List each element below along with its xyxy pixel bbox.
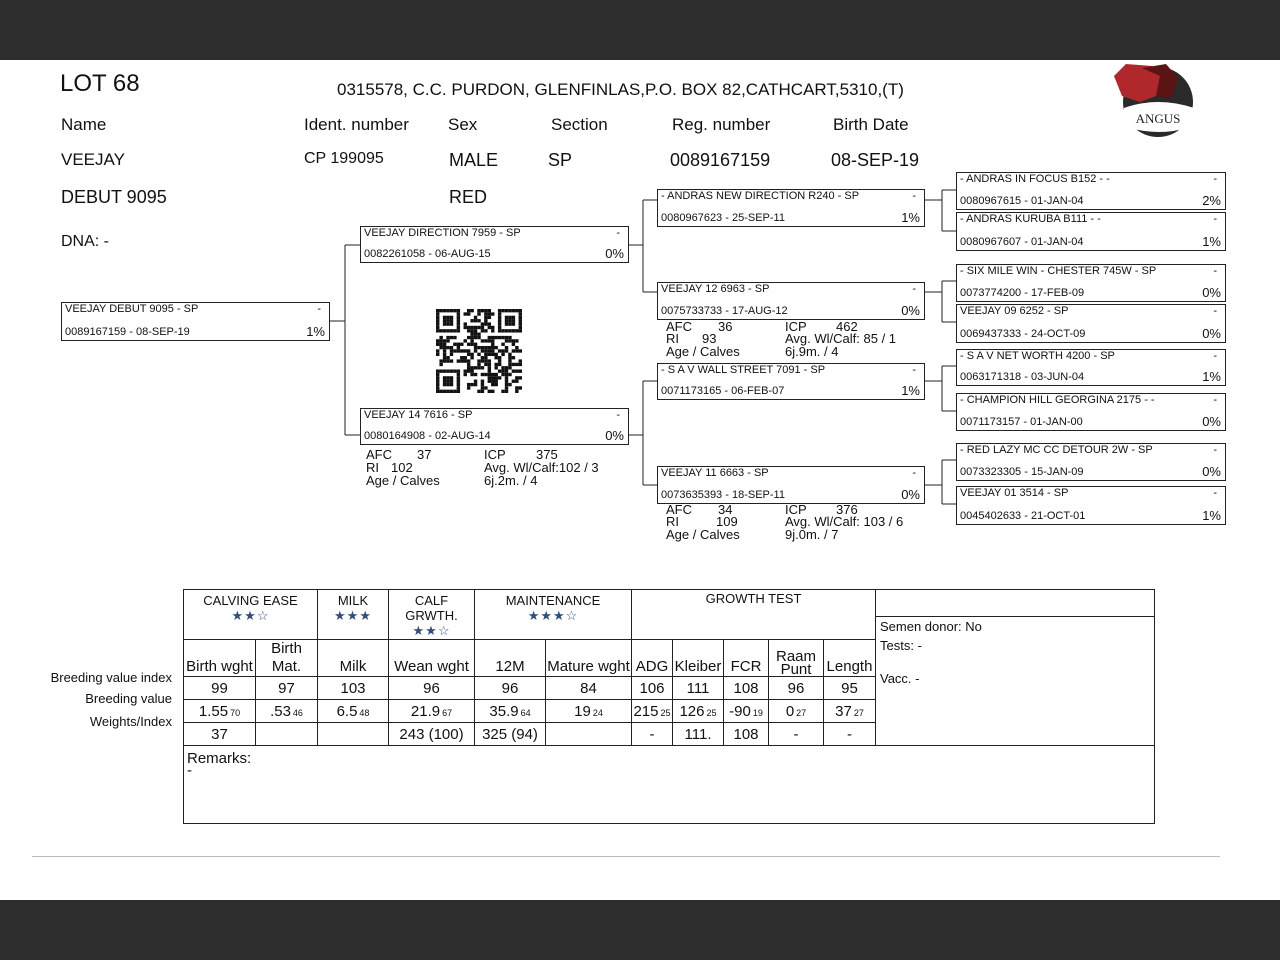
dam-icp: 375 bbox=[536, 447, 558, 462]
dd-icp: 376 bbox=[836, 502, 858, 517]
lot-number: LOT 68 bbox=[60, 70, 140, 97]
index-cell: 96 bbox=[769, 677, 824, 700]
dd-name: VEEJAY 11 6663 - SP bbox=[661, 467, 769, 479]
gg4-dash: - bbox=[1213, 305, 1217, 317]
dam-age: 6j.2m. / 4 bbox=[484, 473, 538, 488]
gg7-pct: 0% bbox=[1202, 464, 1221, 479]
dam-avg: Avg. Wl/Calf:102 / 3 bbox=[484, 460, 599, 475]
weight-cell: 111. bbox=[673, 723, 724, 746]
bv-value: 1.55 bbox=[198, 702, 229, 720]
animal-ident: CP 199095 bbox=[304, 150, 384, 167]
group-maintenance bbox=[475, 590, 632, 640]
weight-cell: 108 bbox=[724, 723, 769, 746]
pedigree-sire bbox=[360, 226, 629, 263]
bv-accuracy: 25 bbox=[706, 707, 717, 718]
bv-accuracy: 64 bbox=[520, 707, 531, 718]
bv-accuracy: 19 bbox=[752, 707, 763, 718]
pedigree-gg-4 bbox=[956, 304, 1226, 343]
sd-stats bbox=[666, 320, 924, 360]
animal-birth: 08-SEP-19 bbox=[831, 150, 920, 170]
gg5-reg: 0063171318 - 03-JUN-04 bbox=[960, 371, 1085, 383]
ds-reg: 0071173165 - 06-FEB-07 bbox=[661, 385, 785, 397]
bv-value: 6.5 bbox=[336, 702, 358, 720]
col-header: Length bbox=[824, 640, 876, 677]
bv-value: 35.9 bbox=[489, 702, 519, 720]
dd-afc-label: AFC bbox=[666, 502, 692, 517]
row-label-weights: Weights/Index bbox=[89, 714, 172, 729]
dd-ri: 109 bbox=[716, 514, 738, 529]
dam-stats bbox=[366, 448, 626, 490]
gg7-name: - RED LAZY MC CC DETOUR 2W - SP bbox=[960, 444, 1153, 456]
gg3-pct: 0% bbox=[1202, 285, 1221, 300]
qr-code bbox=[436, 309, 522, 393]
animal-reg: 0089167159 bbox=[670, 150, 771, 170]
bv-cell bbox=[632, 700, 673, 723]
gg4-reg: 0069437333 - 24-OCT-09 bbox=[960, 328, 1086, 340]
gg5-name: - S A V NET WORTH 4200 - SP bbox=[960, 350, 1115, 362]
index-cell: 103 bbox=[318, 677, 389, 700]
remarks bbox=[184, 746, 1155, 824]
gg1-pct: 2% bbox=[1202, 193, 1221, 208]
dd-pct: 0% bbox=[901, 487, 920, 502]
index-cell: 108 bbox=[724, 677, 769, 700]
pedigree-dam bbox=[360, 408, 629, 445]
col-header: Birth Mat. bbox=[256, 640, 318, 677]
breeding-value-table bbox=[183, 589, 1155, 824]
gg8-pct: 1% bbox=[1202, 508, 1221, 523]
gg4-pct: 0% bbox=[1202, 326, 1221, 341]
footer-divider bbox=[32, 856, 1220, 857]
milk-stars: ★★★ bbox=[334, 608, 372, 623]
bv-value: -90 bbox=[729, 702, 751, 720]
bv-value: 37 bbox=[835, 702, 852, 720]
sd-avg: Avg. Wl/Calf: 85 / 1 bbox=[785, 331, 897, 346]
pedigree-sire-dam bbox=[657, 282, 925, 320]
sd-pct: 0% bbox=[901, 303, 920, 318]
col-header: Raam Punt bbox=[769, 640, 824, 677]
dam-age-label: Age / Calves bbox=[366, 473, 440, 488]
subject-name: VEEJAY DEBUT 9095 - SP bbox=[65, 303, 199, 315]
weight-cell: - bbox=[824, 723, 876, 746]
dd-avg: Avg. Wl/Calf: 103 / 6 bbox=[785, 514, 904, 529]
gg6-name: - CHAMPION HILL GEORGINA 2175 - - bbox=[960, 394, 1155, 406]
bv-cell bbox=[256, 700, 318, 723]
weight-cell: - bbox=[632, 723, 673, 746]
weight-cell bbox=[546, 723, 632, 746]
dam-pct: 0% bbox=[605, 428, 624, 443]
col-header: ADG bbox=[632, 640, 673, 677]
maintenance-title: MAINTENANCE bbox=[505, 593, 601, 608]
pedigree-sire-sire bbox=[657, 189, 925, 227]
pedigree-gg-1 bbox=[956, 172, 1226, 210]
pedigree-gg-5 bbox=[956, 349, 1226, 386]
sire-reg: 0082261058 - 06-AUG-15 bbox=[364, 248, 491, 260]
sd-age: 6j.9m. / 4 bbox=[785, 344, 839, 359]
weight-cell bbox=[318, 723, 389, 746]
group-calf-growth bbox=[389, 590, 475, 640]
row-label-bv: Breeding value bbox=[85, 691, 172, 706]
dd-age: 9j.0m. / 7 bbox=[785, 527, 839, 542]
semen-donor: Semen donor: No bbox=[880, 619, 982, 634]
vacc: Vacc. - bbox=[880, 671, 920, 686]
ss-reg: 0080967623 - 25-SEP-11 bbox=[661, 212, 785, 224]
dd-age-label: Age / Calves bbox=[666, 527, 740, 542]
sd-ri: 93 bbox=[702, 331, 717, 346]
sd-name: VEEJAY 12 6963 - SP bbox=[661, 283, 770, 295]
weight-cell: 37 bbox=[184, 723, 256, 746]
pedigree-gg-2 bbox=[956, 212, 1226, 251]
animal-sex: MALE bbox=[449, 150, 499, 170]
calving-ease-title: CALVING EASE bbox=[203, 593, 298, 608]
ss-name: - ANDRAS NEW DIRECTION R240 - SP bbox=[661, 190, 860, 202]
gg3-name: - SIX MILE WIN - CHESTER 745W - SP bbox=[960, 265, 1157, 277]
sd-afc-label: AFC bbox=[666, 319, 692, 334]
gg3-dash: - bbox=[1213, 265, 1217, 277]
index-cell: 111 bbox=[673, 677, 724, 700]
calf-growth-stars: ★★☆ bbox=[412, 623, 451, 638]
gg2-name: - ANDRAS KURUBA B111 - - bbox=[960, 213, 1101, 225]
bv-value: 126 bbox=[679, 702, 705, 720]
dd-stats bbox=[666, 503, 924, 543]
bv-accuracy: 25 bbox=[660, 707, 671, 718]
row-label-index: Breeding value index bbox=[50, 670, 172, 685]
calving-ease-stars: ★★☆ bbox=[231, 608, 270, 623]
label-section: Section bbox=[551, 115, 608, 134]
weight-cell: - bbox=[769, 723, 824, 746]
dam-ri: 102 bbox=[391, 460, 413, 475]
animal-name-1: VEEJAY bbox=[61, 150, 125, 169]
bv-value: 21.9 bbox=[410, 702, 441, 720]
subject-pct: 1% bbox=[306, 324, 325, 339]
col-header: Wean wght bbox=[389, 640, 475, 677]
col-header: FCR bbox=[724, 640, 769, 677]
gg2-dash: - bbox=[1213, 213, 1217, 225]
dd-reg: 0073635393 - 18-SEP-11 bbox=[661, 489, 785, 501]
bv-value: 215 bbox=[633, 702, 659, 720]
sd-icp: 462 bbox=[836, 319, 858, 334]
dam-reg: 0080164908 - 02-AUG-14 bbox=[364, 430, 491, 442]
semen-info bbox=[876, 590, 1155, 746]
bv-cell bbox=[769, 700, 824, 723]
bv-accuracy: 24 bbox=[592, 707, 603, 718]
label-reg: Reg. number bbox=[672, 115, 771, 134]
index-cell: 96 bbox=[389, 677, 475, 700]
dam-name: VEEJAY 14 7616 - SP bbox=[364, 409, 473, 421]
ss-dash: - bbox=[912, 190, 916, 202]
bv-cell bbox=[724, 700, 769, 723]
gg1-dash: - bbox=[1213, 173, 1217, 185]
group-growth-test: GROWTH TEST bbox=[632, 590, 876, 640]
breeder-info: 0315578, C.C. PURDON, GLENFINLAS,P.O. BOX 82,CATHCART,5310,(T) bbox=[337, 80, 904, 99]
weight-cell: 243 (100) bbox=[389, 723, 475, 746]
index-cell: 99 bbox=[184, 677, 256, 700]
subject-dash: - bbox=[317, 303, 321, 315]
bv-value: .53 bbox=[270, 702, 291, 720]
dd-ri-label: RI bbox=[666, 514, 679, 529]
remarks-text: - bbox=[187, 762, 192, 779]
bv-accuracy: 48 bbox=[359, 707, 370, 718]
dam-dash: - bbox=[616, 409, 620, 421]
col-header: 12M bbox=[475, 640, 546, 677]
gg6-pct: 0% bbox=[1202, 414, 1221, 429]
gg3-reg: 0073774200 - 17-FEB-09 bbox=[960, 287, 1085, 299]
ds-pct: 1% bbox=[901, 383, 920, 398]
ds-name: - S A V WALL STREET 7091 - SP bbox=[661, 364, 826, 376]
bv-accuracy: 70 bbox=[230, 707, 241, 718]
index-cell: 97 bbox=[256, 677, 318, 700]
group-calving-ease bbox=[184, 590, 318, 640]
dd-dash: - bbox=[912, 467, 916, 479]
gg8-name: VEEJAY 01 3514 - SP bbox=[960, 487, 1069, 499]
gg2-reg: 0080967607 - 01-JAN-04 bbox=[960, 236, 1084, 248]
bv-cell bbox=[318, 700, 389, 723]
sd-icp-label: ICP bbox=[785, 319, 807, 334]
dam-afc-label: AFC bbox=[366, 447, 392, 462]
bv-accuracy: 27 bbox=[796, 707, 807, 718]
subject-reg: 0089167159 - 08-SEP-19 bbox=[65, 326, 190, 338]
pedigree-subject bbox=[61, 302, 330, 341]
calf-growth-title: CALF GRWTH. bbox=[405, 593, 458, 623]
dna-status: DNA: - bbox=[61, 233, 109, 250]
index-cell: 84 bbox=[546, 677, 632, 700]
gg5-pct: 1% bbox=[1202, 369, 1221, 384]
label-name: Name bbox=[61, 115, 107, 134]
bv-cell bbox=[184, 700, 256, 723]
milk-title: MILK bbox=[337, 593, 369, 608]
gg8-dash: - bbox=[1213, 487, 1217, 499]
gg2-pct: 1% bbox=[1202, 234, 1221, 249]
bv-cell bbox=[546, 700, 632, 723]
pedigree-gg-3 bbox=[956, 264, 1226, 302]
logo-text: ANGUS bbox=[1135, 111, 1181, 126]
sire-pct: 0% bbox=[605, 246, 624, 261]
gg7-reg: 0073323305 - 15-JAN-09 bbox=[960, 466, 1084, 478]
index-cell: 95 bbox=[824, 677, 876, 700]
gg1-name: - ANDRAS IN FOCUS B152 - - bbox=[960, 173, 1110, 185]
bv-accuracy: 46 bbox=[292, 707, 303, 718]
col-header: Kleiber bbox=[673, 640, 724, 677]
remarks-label: Remarks: bbox=[187, 750, 252, 767]
tests: Tests: - bbox=[880, 638, 922, 653]
pedigree-dam-dam bbox=[657, 466, 925, 504]
animal-section: SP bbox=[548, 150, 573, 170]
dam-afc: 37 bbox=[417, 447, 432, 462]
ds-dash: - bbox=[912, 364, 916, 376]
index-cell: 106 bbox=[632, 677, 673, 700]
col-header: Mature wght bbox=[546, 640, 632, 677]
dam-ri-label: RI bbox=[366, 460, 379, 475]
bv-cell bbox=[475, 700, 546, 723]
bv-accuracy: 27 bbox=[853, 707, 864, 718]
gg6-dash: - bbox=[1213, 394, 1217, 406]
sd-ri-label: RI bbox=[666, 331, 679, 346]
sire-name: VEEJAY DIRECTION 7959 - SP bbox=[364, 227, 521, 239]
sire-dash: - bbox=[616, 227, 620, 239]
gg8-reg: 0045402633 - 21-OCT-01 bbox=[960, 510, 1086, 522]
bv-cell bbox=[673, 700, 724, 723]
sd-reg: 0075733733 - 17-AUG-12 bbox=[661, 305, 788, 317]
sd-afc: 36 bbox=[718, 319, 733, 334]
dd-afc: 34 bbox=[718, 502, 733, 517]
index-cell: 96 bbox=[475, 677, 546, 700]
weight-cell: 325 (94) bbox=[475, 723, 546, 746]
animal-colour: RED bbox=[449, 187, 488, 207]
bv-cell bbox=[389, 700, 475, 723]
dd-icp-label: ICP bbox=[785, 502, 807, 517]
label-ident: Ident. number bbox=[304, 115, 409, 134]
pedigree-gg-7 bbox=[956, 443, 1226, 481]
gg5-dash: - bbox=[1213, 350, 1217, 362]
gg1-reg: 0080967615 - 01-JAN-04 bbox=[960, 195, 1084, 207]
bv-value: 19 bbox=[574, 702, 591, 720]
sd-dash: - bbox=[912, 283, 916, 295]
maintenance-stars: ★★★☆ bbox=[527, 608, 579, 623]
dam-icp-label: ICP bbox=[484, 447, 506, 462]
animal-name-2: DEBUT 9095 bbox=[61, 187, 167, 207]
bv-value: 0 bbox=[785, 702, 795, 720]
pedigree-gg-8 bbox=[956, 486, 1226, 525]
sd-age-label: Age / Calves bbox=[666, 344, 740, 359]
weight-cell bbox=[256, 723, 318, 746]
gg6-reg: 0071173157 - 01-JAN-00 bbox=[960, 416, 1083, 428]
label-sex: Sex bbox=[448, 115, 478, 134]
pedigree-gg-6 bbox=[956, 393, 1226, 431]
bv-accuracy: 67 bbox=[442, 707, 453, 718]
label-birth: Birth Date bbox=[833, 115, 909, 134]
pedigree-dam-sire bbox=[657, 363, 925, 400]
gg7-dash: - bbox=[1213, 444, 1217, 456]
col-header: Milk bbox=[318, 640, 389, 677]
group-milk bbox=[318, 590, 389, 640]
bv-cell bbox=[824, 700, 876, 723]
col-header: Birth wght bbox=[184, 640, 256, 677]
ss-pct: 1% bbox=[901, 210, 920, 225]
gg4-name: VEEJAY 09 6252 - SP bbox=[960, 305, 1069, 317]
